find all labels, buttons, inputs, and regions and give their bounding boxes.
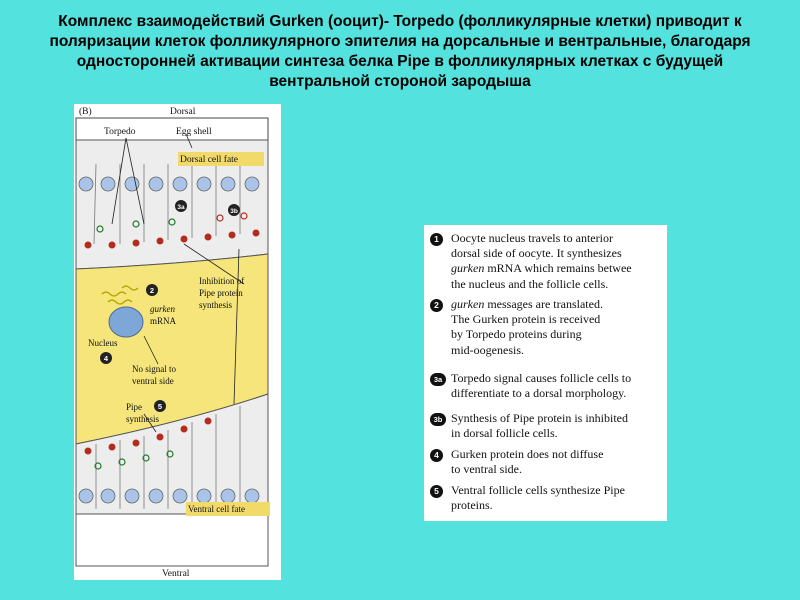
legend-badge-3b: 3b: [430, 413, 446, 426]
legend-panel: [424, 225, 667, 521]
oocyte-diagram: [74, 104, 281, 580]
step-3b-text: 3b: [230, 208, 238, 215]
torpedo-label: Torpedo: [104, 127, 136, 137]
inhibition-label-line1: Inhibition of: [199, 276, 245, 286]
nucleus-label: Nucleus: [88, 338, 118, 348]
legend-text-1: Oocyte nucleus travels to anterior dorsal side of oocyte. It synthesizes gurken mRNA which remains betwee the nucleus and the follicle cells.: [451, 231, 632, 291]
step-5-text: 5: [157, 402, 163, 411]
legend-item-3a: [430, 371, 666, 401]
egg-shell-label: Egg shell: [176, 127, 212, 137]
pipe-label-line1: Pipe: [126, 402, 143, 412]
legend-item-5: [430, 483, 666, 513]
gurken-label: gurken: [150, 304, 175, 314]
legend-item-1: [430, 231, 666, 292]
step-2-text: 2: [149, 286, 155, 295]
ventral-label: Ventral: [162, 569, 190, 579]
panel-letter: (B): [79, 107, 92, 117]
dorsal-label: Dorsal: [170, 107, 196, 117]
legend-badge-5: 5: [430, 485, 443, 498]
no-signal-label-line1: No signal to: [132, 364, 176, 374]
legend-badge-2: 2: [430, 299, 443, 312]
legend-text-3a: Torpedo signal causes follicle cells to differentiate to a dorsal morphology.: [451, 371, 632, 401]
pipe-label-line2: synthesis: [126, 414, 160, 424]
legend-text-5: Ventral follicle cells synthesize Pipe proteins.: [451, 483, 625, 513]
diagram-svg: [74, 104, 281, 580]
inhibition-label-line2: Pipe protein: [199, 288, 243, 298]
dorsal-cell-fate-label: Dorsal cell fate: [180, 155, 239, 165]
slide-title: Комплекс взаимодействий Gurken (ооцит)- Torpedo (фолликулярные клетки) приводит к поляризации клеток фолликулярного эпителия на дорсальные и вентральные, благодаря односторонней активации синтеза белка Pipe в фолликулярных клетках с будущей вентральной стороной зародыша: [49, 13, 751, 90]
legend-badge-1: 1: [430, 233, 443, 246]
perivitelline-space: [76, 514, 268, 566]
step-4-text: 4: [103, 354, 109, 363]
legend-item-4: [430, 447, 666, 477]
legend-item-2: [430, 297, 666, 358]
legend-text-2: gurken messages are translated. The Gurken protein is received by Torpedo proteins during mid-oogenesis.: [451, 297, 603, 357]
legend-badge-3a: 3a: [430, 373, 446, 386]
inhibition-label-line3: synthesis: [199, 300, 233, 310]
legend-item-3b: [430, 411, 666, 441]
legend-text-4: Gurken protein does not diffuse to ventral side.: [451, 447, 604, 477]
no-signal-label-line2: ventral side: [132, 376, 174, 386]
legend-badge-4: 4: [430, 449, 443, 462]
ventral-cell-fate-label: Ventral cell fate: [188, 504, 245, 514]
mrna-label: mRNA: [150, 316, 177, 326]
oocyte-nucleus: [109, 307, 143, 337]
step-3a-text: 3a: [177, 204, 185, 211]
legend-text-3b: Synthesis of Pipe protein is inhibited in dorsal follicle cells.: [451, 411, 628, 441]
